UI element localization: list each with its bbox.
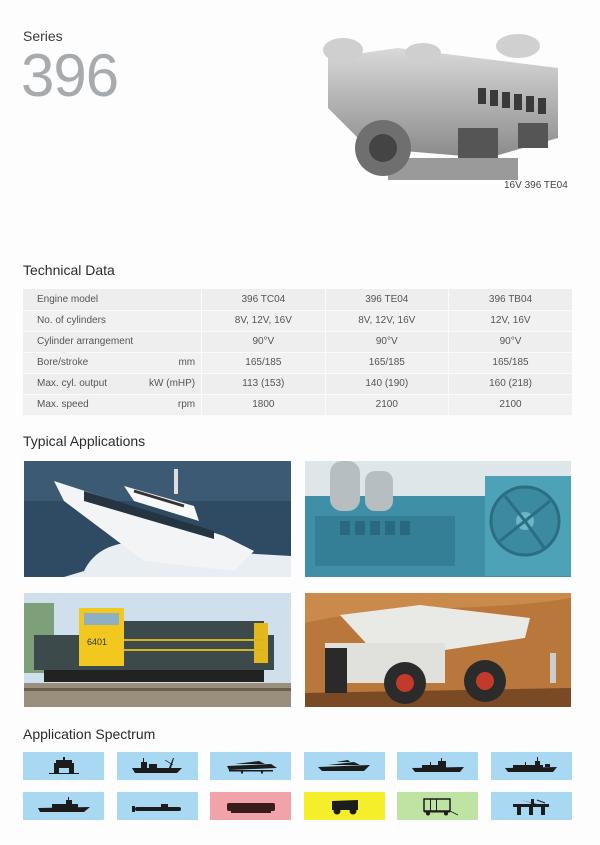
row-unit [133, 331, 201, 352]
row-label: Max. speed [23, 394, 133, 415]
table-row [23, 310, 572, 331]
ferry-icon [34, 756, 94, 776]
row-label: Cylinder arrangement [23, 331, 133, 352]
row-unit [133, 289, 201, 310]
cell-value: 8V, 12V, 16V [325, 310, 448, 331]
technical-data-title: Technical Data [23, 262, 115, 278]
cell-value: 90°V [449, 331, 573, 352]
oil-platform-icon [501, 796, 561, 816]
spectrum-tile-frigate [491, 752, 572, 780]
svg-text:6401: 6401 [87, 637, 108, 647]
engine-photo [308, 28, 568, 188]
yacht-icon [314, 756, 374, 776]
spectrum-tile-ferry [23, 752, 104, 780]
icebreaker-icon [34, 796, 94, 816]
series-number: 396 [21, 42, 119, 109]
spectrum-tile-fast-ferry [210, 752, 291, 780]
spectrum-tile-generator-set [397, 792, 478, 820]
locomotive-photo [24, 593, 291, 707]
row-label: Engine model [23, 289, 133, 310]
cell-value: 160 (218) [449, 373, 573, 394]
submarine-icon [127, 796, 187, 816]
spectrum-tile-yacht [304, 752, 385, 780]
row-label: Bore/stroke [23, 352, 133, 373]
spectrum-tile-fishing-vessel [117, 752, 198, 780]
cell-value: 165/185 [325, 352, 448, 373]
application-spectrum-grid [23, 752, 572, 820]
spectrum-tile-dump-truck [304, 792, 385, 820]
spectrum-tile-patrol-boat [397, 752, 478, 780]
cell-value: 90°V [325, 331, 448, 352]
cell-value: 140 (190) [325, 373, 448, 394]
cell-value: 1800 [202, 394, 325, 415]
row-unit: rpm [133, 394, 201, 415]
locomotive-icon [221, 796, 281, 816]
frigate-icon [501, 756, 561, 776]
row-unit: mm [133, 352, 201, 373]
cell-value: 396 TC04 [202, 289, 325, 310]
table-row [23, 373, 572, 394]
cell-value: 113 (153) [202, 373, 325, 394]
spectrum-tile-submarine [117, 792, 198, 820]
cell-value: 2100 [449, 394, 573, 415]
table-row [23, 331, 572, 352]
cell-value: 8V, 12V, 16V [202, 310, 325, 331]
cell-value: 90°V [202, 331, 325, 352]
genset-photo [305, 461, 571, 577]
row-label: No. of cylinders [23, 310, 133, 331]
row-label: Max. cyl. output [23, 373, 133, 394]
cell-value: 12V, 16V [449, 310, 573, 331]
table-row [23, 352, 572, 373]
cell-value: 165/185 [449, 352, 573, 373]
table-row [23, 289, 572, 310]
cell-value: 396 TE04 [325, 289, 448, 310]
cell-value: 165/185 [202, 352, 325, 373]
cell-value: 2100 [325, 394, 448, 415]
dump-truck-photo [305, 593, 571, 707]
patrol-boat-icon [408, 756, 468, 776]
row-unit: kW (mHP) [133, 373, 201, 394]
fast-ferry-icon [221, 756, 281, 776]
cell-value: 396 TB04 [449, 289, 573, 310]
generator-set-icon [408, 796, 468, 816]
technical-data-table [23, 289, 572, 416]
spectrum-tile-locomotive [210, 792, 291, 820]
row-unit [133, 310, 201, 331]
spectrum-tile-oil-platform [491, 792, 572, 820]
typical-applications-title: Typical Applications [23, 433, 146, 449]
yacht-photo [24, 461, 291, 577]
application-spectrum-title: Application Spectrum [23, 726, 156, 742]
fishing-vessel-icon [127, 756, 187, 776]
spectrum-tile-icebreaker [23, 792, 104, 820]
table-row [23, 394, 572, 415]
dump-truck-icon [314, 796, 374, 816]
engine-photo-caption: 16V 396 TE04 [504, 180, 568, 191]
series-label: Series [23, 28, 63, 44]
